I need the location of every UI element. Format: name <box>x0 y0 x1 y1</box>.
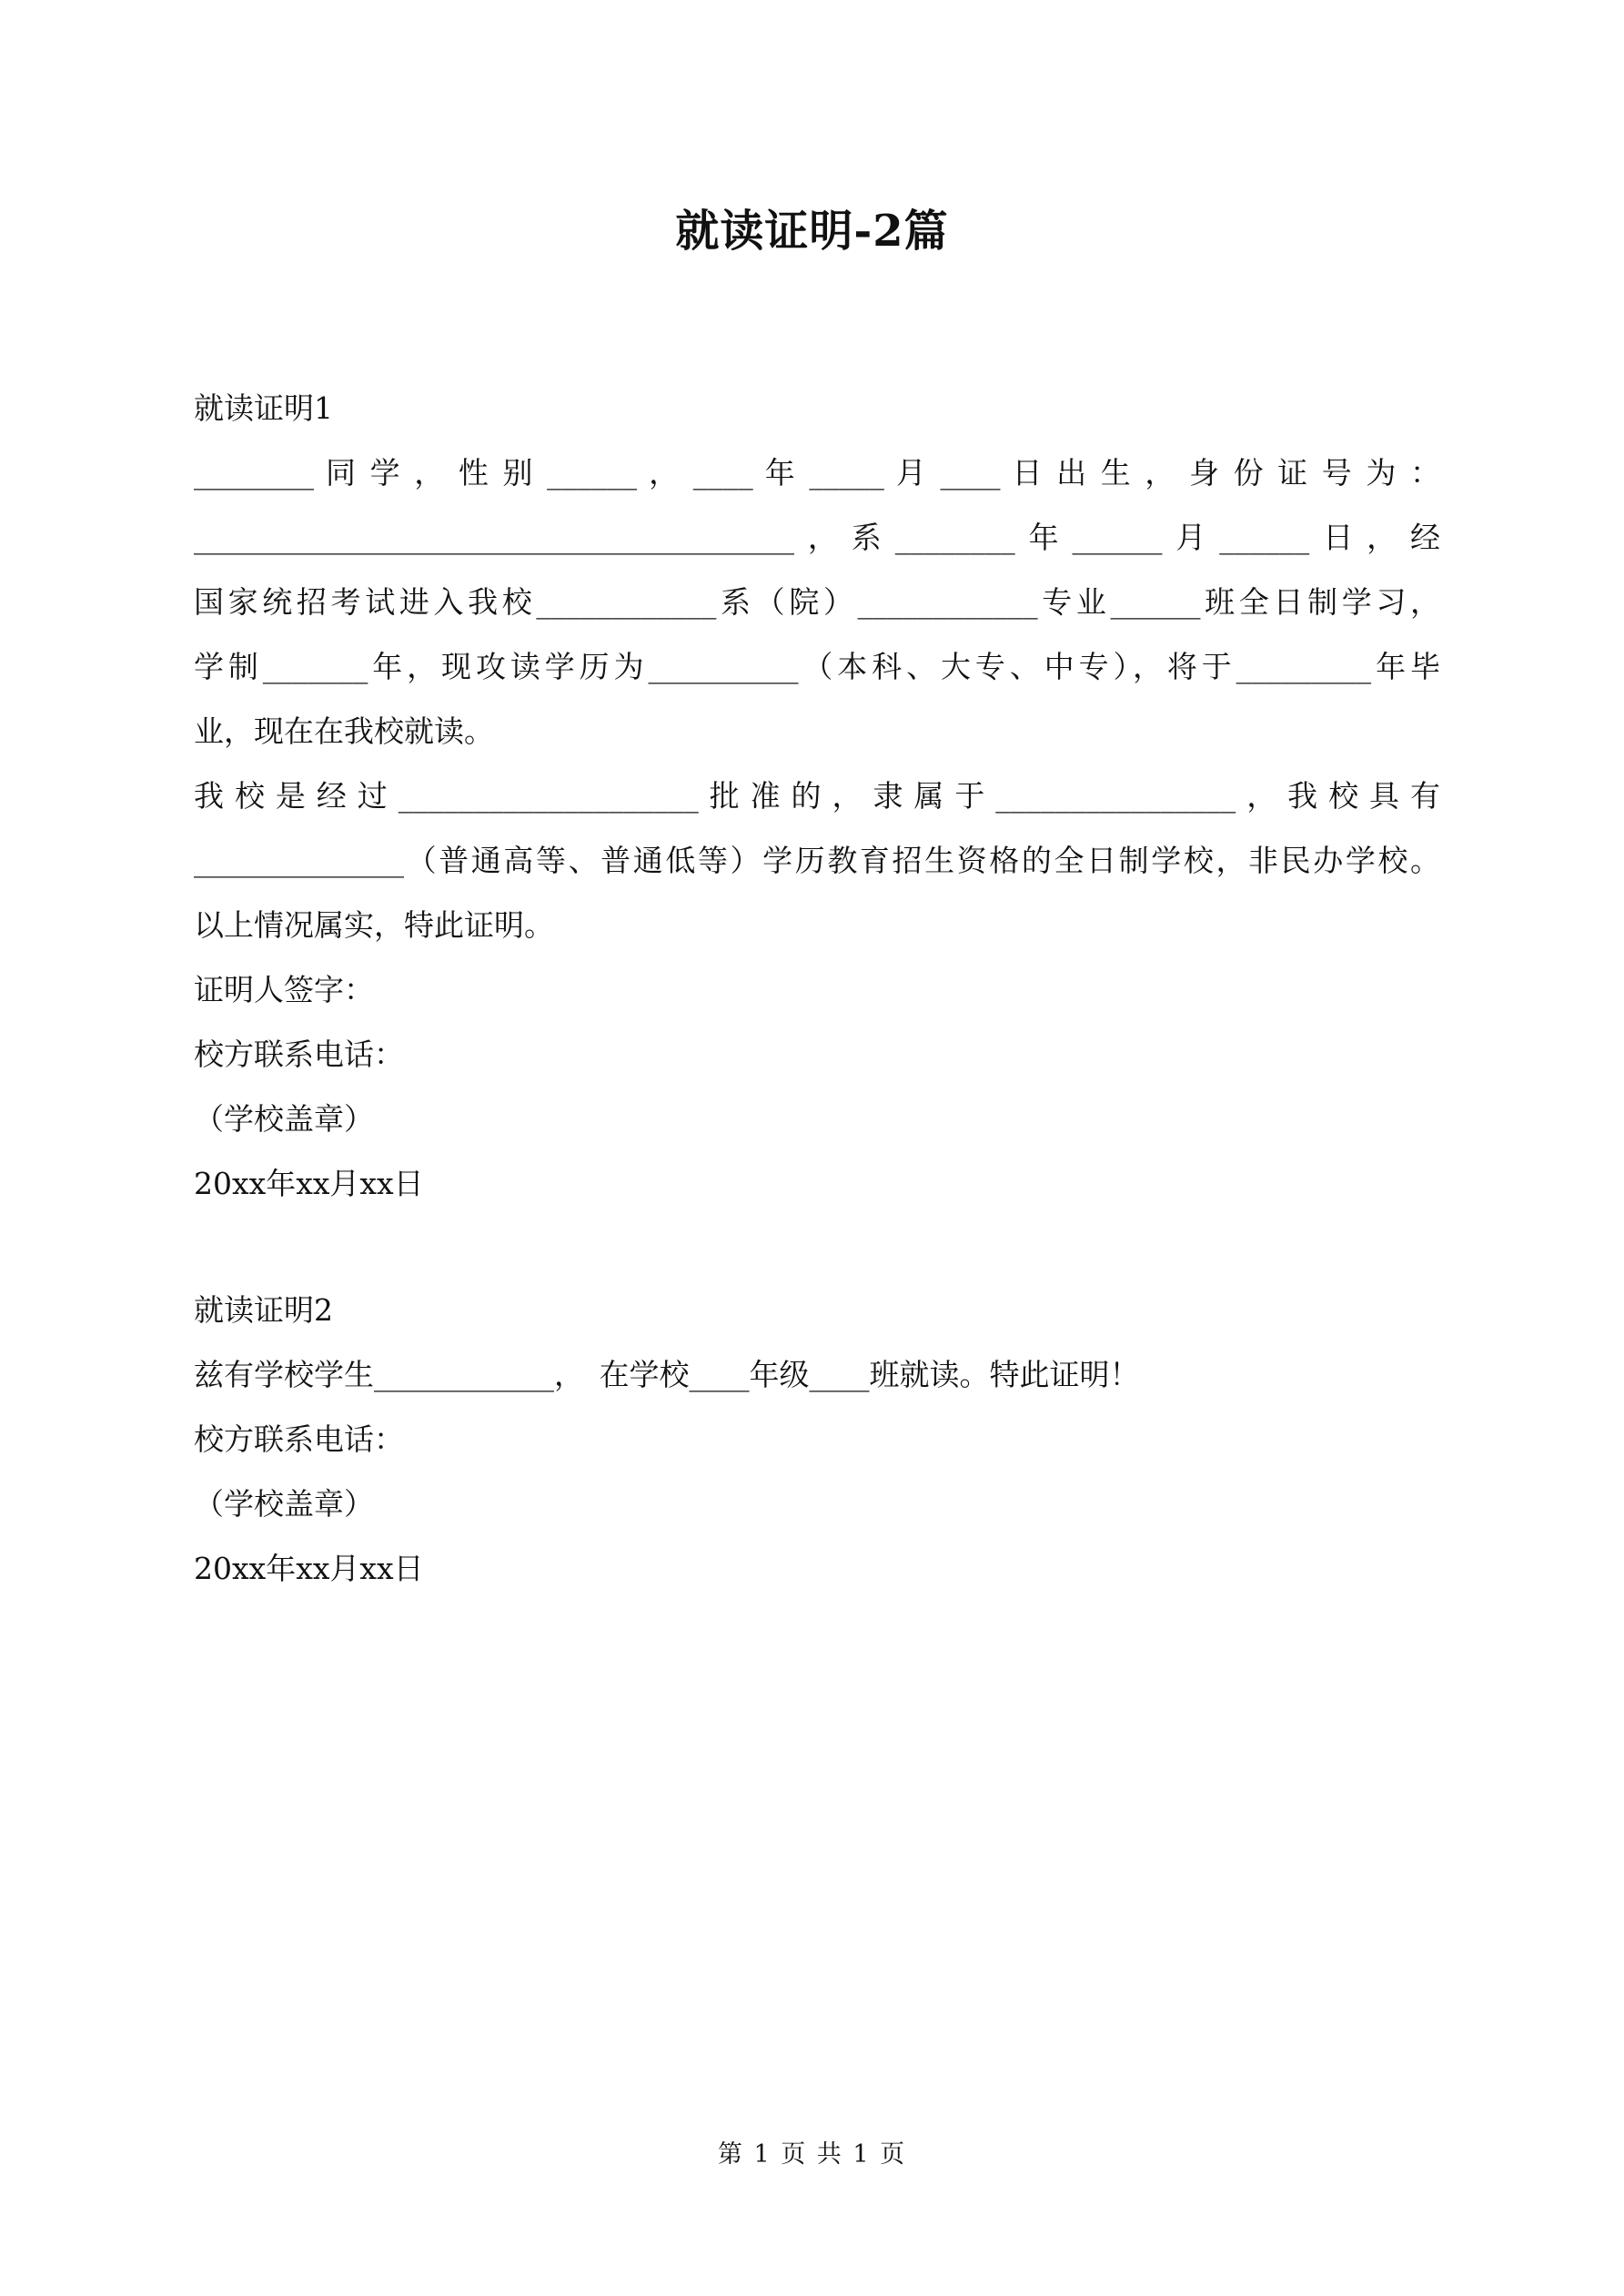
section-1-line: 国家统招考试进入我校____________系（院）____________专业______班全日制学习， <box>194 584 1440 620</box>
school-seal-label: （学校盖章） <box>194 1486 374 1522</box>
school-seal-label: （学校盖章） <box>194 1101 374 1137</box>
section-1-line: 以上情况属实，特此证明。 <box>194 907 554 943</box>
date-line: 20xx年xx月xx日 <box>194 1551 424 1586</box>
section-1-line: ________ 同 学 ， 性 别 ______ ， ____ 年 _____ 月 ____ 日 出 生 ， 身 份 证 号 为 ： <box>194 455 1440 491</box>
date-line: 20xx年xx月xx日 <box>194 1166 424 1201</box>
section-2-line: 兹有学校学生____________， 在学校____年级____班就读。特此证明！ <box>194 1357 1140 1392</box>
section-2-heading: 就读证明2 <box>194 1292 333 1328</box>
page-footer: 第 1 页 共 1 页 <box>717 2140 907 2169</box>
section-1-line: ________________________________________，系________年______月______日，经 <box>194 520 1440 555</box>
section-1 <box>194 376 1440 1216</box>
document-title: 就读证明-2篇 <box>675 206 949 257</box>
section-2 <box>194 1278 1440 1601</box>
section-1-line: ______________（普通高等、普通低等）学历教育招生资格的全日制学校，非民办学校。 <box>194 843 1440 878</box>
contact-phone-label: 校方联系电话： <box>194 1037 404 1072</box>
contact-phone-label: 校方联系电话： <box>194 1421 404 1457</box>
signature-label: 证明人签字： <box>194 972 374 1007</box>
section-1-heading: 就读证明1 <box>194 390 333 426</box>
section-1-line: 学制_______年，现攻读学历为__________（本科、大专、中专），将于_________年毕 <box>194 649 1440 684</box>
section-1-line: 业，现在在我校就读。 <box>194 713 494 749</box>
section-1-line: 我校是经过____________________批准的，隶属于________________，我校具有 <box>194 778 1440 814</box>
